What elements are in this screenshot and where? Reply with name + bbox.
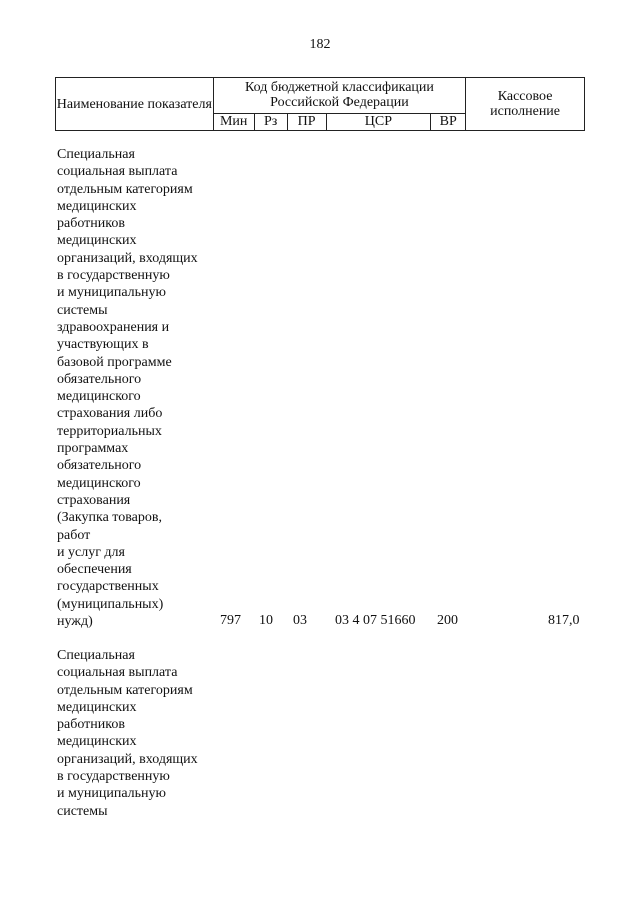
name-line: в государственную xyxy=(57,769,170,785)
header-name-column: Наименование показателя xyxy=(56,78,214,131)
name-line: организаций, входящих xyxy=(57,751,198,767)
row-1-rz: 10 xyxy=(259,613,273,628)
name-line: территориальных xyxy=(57,423,162,439)
name-line: работников xyxy=(57,216,125,232)
header-code-column: Код бюджетной классификации Российской Федерации xyxy=(213,78,465,114)
name-line: (Закупка товаров, xyxy=(57,510,162,526)
name-line: программах xyxy=(57,441,129,457)
name-line: и муниципальную xyxy=(57,786,166,802)
header-sub-vr: ВР xyxy=(431,113,466,130)
name-line: участвующих в xyxy=(57,337,149,353)
header-sub-rz: Рз xyxy=(254,113,287,130)
name-line: страхования либо xyxy=(57,406,163,422)
row-2-name xyxy=(57,647,222,820)
name-line: (муниципальных) xyxy=(57,596,164,612)
header-execution-column: Кассовое исполнение xyxy=(466,78,585,131)
table-header xyxy=(55,77,585,131)
name-line: работ xyxy=(57,527,91,543)
name-line: работников xyxy=(57,717,125,733)
name-line: обеспечения xyxy=(57,562,132,578)
row-1-pr: 03 xyxy=(293,613,307,628)
name-line: отдельным категориям xyxy=(57,181,193,197)
name-line: Специальная xyxy=(57,648,135,663)
name-line: страхования xyxy=(57,492,131,508)
name-line: в государственную xyxy=(57,268,170,284)
name-line: медицинских xyxy=(57,198,137,214)
name-line: организаций, входящих xyxy=(57,250,198,266)
name-line: Специальная xyxy=(57,147,135,162)
header-sub-min: Мин xyxy=(213,113,254,130)
name-line: медицинских xyxy=(57,699,137,715)
name-line: системы xyxy=(57,302,108,318)
name-line: и муниципальную xyxy=(57,285,166,301)
name-line: медицинского xyxy=(57,389,141,405)
name-line: медицинских xyxy=(57,734,137,750)
name-line: обязательного xyxy=(57,458,142,474)
name-line: государственных xyxy=(57,579,159,595)
row-1-execution: 817,0 xyxy=(548,613,580,628)
row-1-name xyxy=(57,146,222,630)
name-line: здравоохранения и xyxy=(57,319,170,335)
name-line: системы xyxy=(57,803,108,819)
header-sub-csr: ЦСР xyxy=(326,113,431,130)
name-line: и услуг для xyxy=(57,544,125,560)
name-line: базовой программе xyxy=(57,354,172,370)
name-line: обязательного xyxy=(57,371,142,387)
name-line: социальная выплата xyxy=(57,164,178,180)
row-1-csr: 03 4 07 51660 xyxy=(335,613,416,628)
row-1-vr: 200 xyxy=(437,613,458,628)
name-line: отдельным категориям xyxy=(57,682,193,698)
page-number: 182 xyxy=(309,37,331,52)
name-line: медицинского xyxy=(57,475,141,491)
row-1-min: 797 xyxy=(220,613,241,628)
name-line: медицинских xyxy=(57,233,137,249)
name-line: социальная выплата xyxy=(57,665,178,681)
name-line: нужд) xyxy=(57,614,93,630)
header-sub-pr: ПР xyxy=(287,113,326,130)
